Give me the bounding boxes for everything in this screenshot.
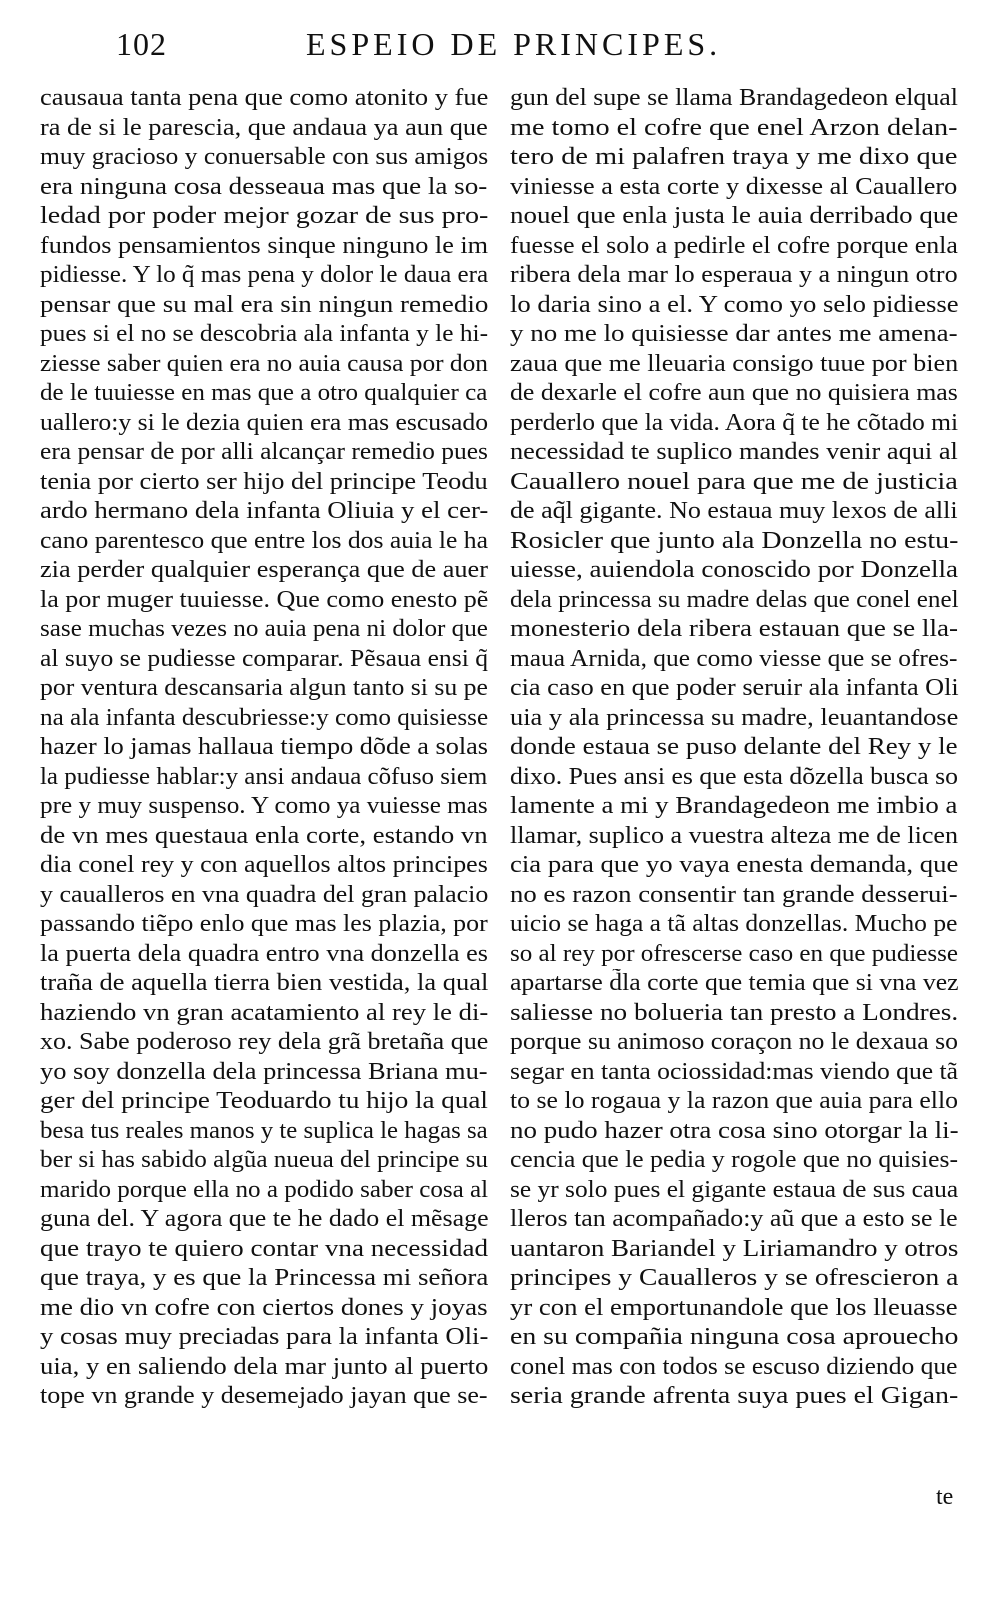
text-line: zaua que me lleuaria consigo tuue por bien [510,350,959,377]
text-line: llamar, suplico a vuestra alteza me de licen [510,822,959,849]
text-line: monesterio dela ribera estauan que se lla- [510,616,959,642]
text-line: de dexarle el cofre aun que no quisiera mas [510,380,958,406]
text-line: lleros tan acompañado:y aũ que a esto se le [510,1206,958,1232]
text-line: me tomo el cofre que enel Arzon delan- [510,114,958,141]
text-line: era pensar de por alli alcançar remedio pues [40,439,488,465]
page-header [110,22,910,70]
text-line: to se lo rogaua y la razon que auia para ello [510,1088,959,1114]
text-line: tero de mi palafren traya y me dixo que [510,144,958,170]
text-line: porque su animoso coraçon no le dexaua so [510,1029,958,1055]
text-line: guna del. Y agora que te he dado el mẽsage [40,1206,489,1232]
text-line: passando tiẽpo enlo que mas les plazia, por [40,911,488,937]
text-line: marido porque ella no a podido saber cosa al [40,1176,489,1203]
right-text-column [510,84,960,1504]
running-head: ESPEIO DE PRINCIPES. [306,26,722,62]
text-line: cia caso en que poder seruir ala infanta Oli [510,675,959,701]
text-line: y caualleros en vna quadra del gran palacio [40,881,489,908]
text-line: de vn mes questaua enla corte, estando vn [40,822,488,849]
text-line: perderlo que la vida. Aora q̃ te he cõtado mi [510,409,959,436]
text-line: uia y ala princessa su madre, leuantandose [510,704,959,731]
text-line: al suyo se pudiesse comparar. Pẽsaua ensi q̃ [40,645,489,672]
text-line: xo. Sabe poderoso rey dela grã bretaña que [40,1029,489,1055]
text-line: nouel que enla justa le auia derribado que [510,203,959,229]
text-line: seria grande afrenta suya pues el Gigan- [510,1383,959,1409]
text-line: dela princessa su madre delas que conel enel [510,586,959,613]
text-line: muy gracioso y conuersable con sus amigos [40,144,489,170]
text-line: por ventura descansaria algun tanto si su pe [40,675,488,701]
text-line: Cauallero nouel para que me de justicia [510,468,958,495]
text-line: principes y Caualleros y se ofrescieron a [510,1265,959,1291]
text-line: segar en tanta ociossidad:mas viendo que tã [510,1058,959,1085]
text-line: maua Arnida, que como viesse que se ofres- [510,645,958,672]
text-line: pues si el no se descobria ala infanta y le hi- [40,321,489,347]
text-line: besa tus reales manos y te suplica le hagas sa [40,1117,488,1144]
text-line: dia conel rey y con aquellos altos principes [40,852,488,878]
text-line: de aq̃l gigante. No estaua muy lexos de alli [510,498,958,524]
text-line: zia perder qualquier esperança que de auer [40,557,488,583]
text-line: ber si has sabido algũa nueua del principe su [40,1147,488,1173]
text-line: viniesse a esta corte y dixesse al Cauallero [510,173,958,200]
text-line: uiesse, auiendola conoscido por Donzella [510,557,959,583]
text-line: necessidad te suplico mandes venir aqui al [510,439,958,465]
text-line: cano parentesco que entre los dos auia le ha [40,527,488,554]
text-line: ziesse saber quien era no auia causa por don [40,350,488,377]
text-line: ribera dela mar lo esperaua y a ningun otro [510,262,958,288]
text-line: que trayo te quiero contar vna necessidad [40,1235,489,1262]
text-line: no pudo hazer otra cosa sino otorgar la li- [510,1117,959,1144]
text-line: tope vn grande y desemejado jayan que se- [40,1383,488,1409]
left-text-column [40,84,490,1504]
text-line: la puerta dela quadra entro vna donzella es [40,940,488,967]
text-line: hazer lo jamas hallaua tiempo dõde a solas [40,734,488,760]
text-line: haziendo vn gran acatamiento al rey le di- [40,999,489,1026]
text-line: de le tuuiesse en mas que a otro qualquier ca [40,380,488,406]
text-line: era ninguna cosa desseaua mas que la so- [40,173,488,200]
text-line: se yr solo pues el gigante estaua de sus caua [510,1176,959,1203]
page-number: 102 [116,26,167,62]
text-line: que traya, y es que la Princessa mi señora [40,1265,489,1291]
text-line: sase muchas vezes no auia pena ni dolor que [40,616,488,642]
text-line: no es razon consentir tan grande desserui- [510,881,958,908]
text-line: tenia por cierto ser hijo del principe Teodu [40,468,488,495]
text-line: me dio vn cofre con ciertos dones y joyas [40,1294,488,1321]
text-line: pensar que su mal era sin ningun remedio [40,291,489,318]
text-line: apartarse d̃la corte que temia que si vna vez [510,970,959,996]
text-line: pidiesse. Y lo q̃ mas pena y dolor le daua era [40,262,489,288]
text-line: so al rey por ofrescerse caso en que pudiesse [510,940,959,967]
text-line: yr con el emportunandole que los lleuasse [510,1294,958,1321]
text-line: lamente a mi y Brandagedeon me imbio a [510,793,958,819]
text-line: fundos pensamientos sinque ninguno le im [40,232,489,259]
text-line: cia para que yo vaya enesta demanda, que [510,852,959,878]
text-line: na ala infanta descubriesse:y como quisiesse [40,704,489,731]
text-line: uia, y en saliendo dela mar junto al puerto [40,1353,489,1380]
text-line: pre y muy suspenso. Y como ya vuiesse mas [40,793,488,819]
text-line: uicio se haga a tã altas donzellas. Mucho pe [510,911,958,937]
text-line: ra de si le parescia, que andaua ya aun que [40,114,488,141]
text-line: lo daria sino a el. Y como yo selo pidiesse [510,291,959,318]
text-line: ledad por poder mejor gozar de sus pro- [40,203,489,229]
text-line: y no me lo quisiesse dar antes me amena- [510,321,958,347]
text-line: ger del principe Teoduardo tu hijo la qual [40,1088,488,1114]
text-line: yo soy donzella dela princessa Briana mu- [40,1058,488,1085]
text-line: fuesse el solo a pedirle el cofre porque enla [510,232,958,259]
text-line: la por muger tuuiesse. Que como enesto pẽ [40,586,489,613]
text-line: ardo hermano dela infanta Oliuia y el cer- [40,498,489,524]
text-line: traña de aquella tierra bien vestida, la qual [40,970,489,996]
text-line: Rosicler que junto ala Donzella no estu- [510,527,959,554]
text-line: uallero:y si le dezia quien era mas escusado [40,409,489,436]
text-line: causaua tanta pena que como atonito y fue [40,85,489,111]
text-line: dixo. Pues ansi es que esta dõzella busca so [510,763,958,790]
text-line: saliesse no bolueria tan presto a Londres. [510,999,959,1026]
text-line: en su compañia ninguna cosa aprouecho [510,1324,959,1350]
text-line: donde estaua se puso delante del Rey y le [510,734,958,760]
text-line: uantaron Bariandel y Liriamandro y otros [510,1235,959,1262]
catchword: te [936,1484,954,1510]
text-line: gun del supe se llama Brandagedeon elqual [510,85,958,111]
text-line: cencia que le pedia y rogole que no quisies- [510,1147,958,1173]
text-line: y cosas muy preciadas para la infanta Oli- [40,1324,489,1350]
text-line: la pudiesse hablar:y ansi andaua cõfuso siem [40,763,488,790]
text-line: conel mas con todos se escuso diziendo que [510,1353,958,1380]
